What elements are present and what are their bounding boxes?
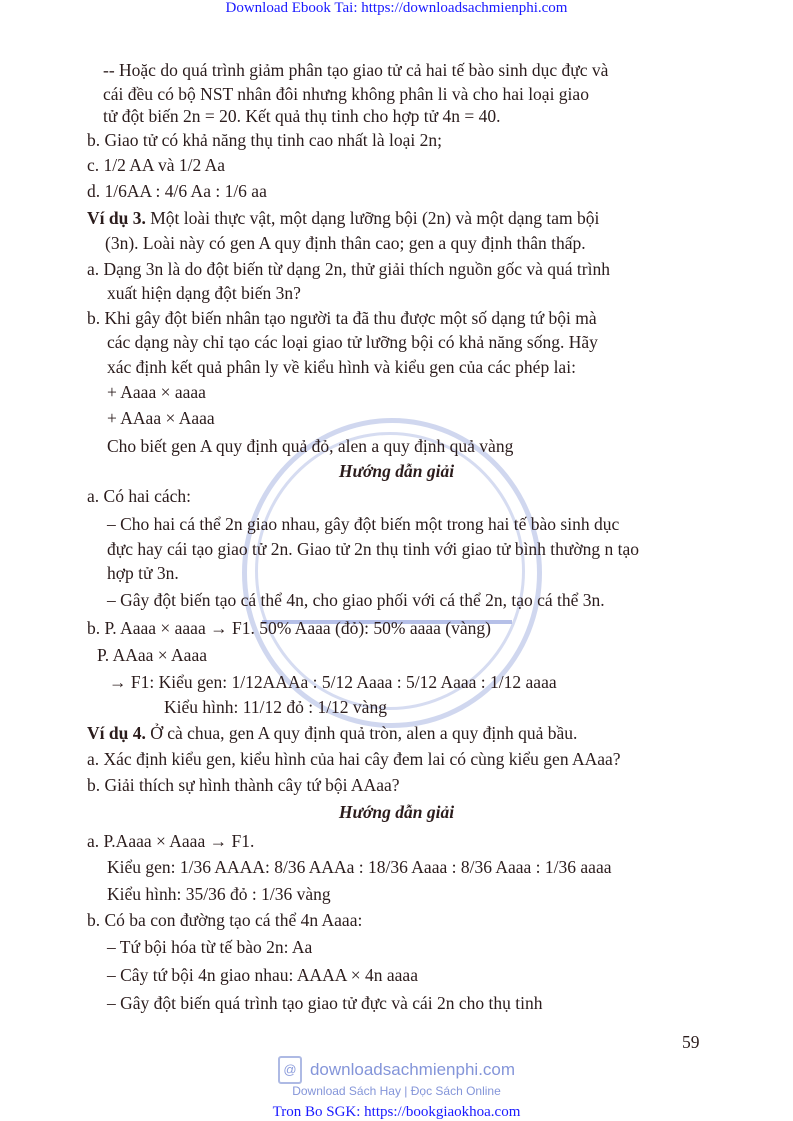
text-line: xuất hiện dạng đột biến 3n? <box>107 283 301 303</box>
text-line: P. AAaa × Aaaa <box>97 645 207 665</box>
text-line: a. Có hai cách: <box>87 486 191 506</box>
text-line: cái đều có bộ NST nhân đôi nhưng không phân li và cho hai loại giao <box>103 84 589 104</box>
text-line: + Aaaa × aaaa <box>107 382 206 402</box>
text-line: hợp tử 3n. <box>107 563 179 583</box>
text-line: Cho biết gen A quy định quả đỏ, alen a quy định quả vàng <box>107 436 514 456</box>
text-line: a. P.Aaaa × Aaaa → F1. <box>87 831 255 851</box>
text-line: – Tứ bội hóa từ tế bào 2n: Aa <box>107 937 313 957</box>
text-line: -- Hoặc do quá trình giảm phân tạo giao tử cả hai tế bào sinh dục đực và <box>103 60 609 80</box>
watermark-site: downloadsachmienphi.com <box>309 1060 516 1079</box>
text-line: Một loài thực vật, một dạng lưỡng bội (2n) và một dạng tam bội <box>150 208 600 228</box>
section-heading: Hướng dẫn giải <box>338 802 455 822</box>
header-download-link[interactable]: Download Ebook Tai: https://downloadsachmienphi.com <box>225 0 568 16</box>
section-heading: Hướng dẫn giải <box>338 461 455 481</box>
text-line: tử đột biến 2n = 20. Kết quả thụ tinh cho hợp tử 4n = 40. <box>103 106 501 126</box>
text-line: d. 1/6AA : 4/6 Aa : 1/6 aa <box>87 181 267 201</box>
watermark-caption <box>0 1056 793 1084</box>
footer-sgk-link[interactable]: Tron Bo SGK: https://bookgiaokhoa.com <box>272 1104 521 1120</box>
text-line: + AAaa × Aaaa <box>107 408 215 428</box>
text-line: b. P. Aaaa × aaaa → F1. 50% Aaaa (đỏ): 50% aaaa (vàng) <box>87 618 491 638</box>
text-line: c. 1/2 AA và 1/2 Aa <box>87 155 226 175</box>
text-line: Kiểu hình: 35/36 đỏ : 1/36 vàng <box>107 884 331 904</box>
example-label: Ví dụ 3. <box>87 208 146 228</box>
text-line: Kiểu gen: 1/36 AAAA: 8/36 AAAa : 18/36 Aaaa : 8/36 Aaaa : 1/36 aaaa <box>107 857 612 877</box>
example-label: Ví dụ 4. <box>87 723 146 743</box>
text-line: Ở cà chua, gen A quy định quả tròn, alen a quy định quả bầu. <box>150 723 578 743</box>
text-line: → F1: Kiểu gen: 1/12AAAa : 5/12 Aaaa : 5/12 Aaaa : 1/12 aaaa <box>109 672 557 692</box>
text-line: b. Khi gây đột biến nhân tạo người ta đã thu được một số dạng tứ bội mà <box>87 308 597 328</box>
text-line: b. Giải thích sự hình thành cây tứ bội AAaa? <box>87 775 400 795</box>
watermark-tagline: Download Sách Hay | Đọc Sách Online <box>292 1084 501 1098</box>
text-line: – Cho hai cá thể 2n giao nhau, gây đột biến một trong hai tế bào sinh dục <box>107 514 620 534</box>
example-3-heading <box>87 208 599 228</box>
text-line: đực hay cái tạo giao tử 2n. Giao tử 2n thụ tinh với giao tử bình thường n tạo <box>107 539 640 559</box>
text-line: a. Xác định kiểu gen, kiểu hình của hai cây đem lai có cùng kiểu gen AAaa? <box>87 749 621 769</box>
text-line: b. Giao tử có khả năng thụ tinh cao nhất là loại 2n; <box>87 130 443 150</box>
text-line: – Cây tứ bội 4n giao nhau: AAAA × 4n aaaa <box>107 965 418 985</box>
text-line: các dạng này chỉ tạo các loại giao tử lưỡng bội có khả năng sống. Hãy <box>107 332 598 352</box>
text-line: b. Có ba con đường tạo cá thể 4n Aaaa: <box>87 910 363 930</box>
example-4-heading <box>87 723 577 743</box>
text-line: Kiểu hình: 11/12 đỏ : 1/12 vàng <box>164 697 387 717</box>
text-line: – Gây đột biến tạo cá thể 4n, cho giao phối với cá thể 2n, tạo cá thể 3n. <box>107 590 605 610</box>
text-line: xác định kết quả phân ly về kiểu hình và kiểu gen của các phép lai: <box>107 357 576 377</box>
watermark-book-icon: @ <box>278 1056 302 1084</box>
text-line: – Gây đột biến quá trình tạo giao tử đực và cái 2n cho thụ tinh <box>107 993 543 1013</box>
text-line: a. Dạng 3n là do đột biến từ dạng 2n, thử giải thích nguồn gốc và quá trình <box>87 259 610 279</box>
page-number: 59 <box>682 1032 700 1052</box>
text-line: (3n). Loài này có gen A quy định thân cao; gen a quy định thân thấp. <box>105 233 586 253</box>
